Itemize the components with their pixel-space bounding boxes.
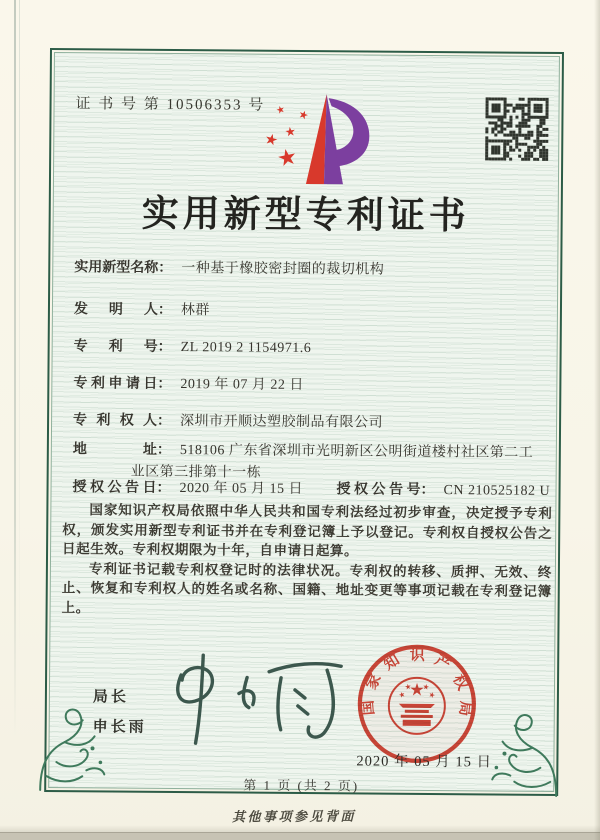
field-address: 地址： 518106 广东省深圳市光明新区公明街道楼村社区第二工	[73, 438, 534, 462]
body-paragraph-2: 专利证书记载专利权登记时的法律状况。专利权的转移、质押、无效、终止、恢复和专利权人的姓名或名称、国籍、地址变更等事项记载在专利登记簿上。	[61, 560, 552, 615]
legal-text	[62, 500, 553, 621]
official-seal	[354, 641, 479, 766]
scan-shadow	[594, 0, 600, 840]
field-patent-number: 专利号： ZL 2019 2 1154971.6	[74, 335, 312, 357]
field-label: 专利号	[73, 339, 158, 355]
field-label: 实用新型名称	[74, 260, 159, 276]
commissioner-name: 申长雨	[92, 719, 147, 736]
field-label: 授权公告号	[336, 482, 421, 498]
seal-date: 2020 年 05 月 15 日	[356, 753, 493, 771]
svg-text:产: 产	[431, 652, 453, 674]
field-patentee: 专利权人： 深圳市开顺达塑胶制品有限公司	[73, 409, 383, 431]
field-value: 2019 年 07 月 22 日	[180, 377, 304, 393]
field-label: 地址	[72, 442, 157, 458]
scan-edge	[0, 832, 600, 840]
field-label: 专利申请日	[73, 376, 158, 392]
field-value: CN 210525182 U	[443, 483, 551, 499]
svg-text:识: 识	[409, 647, 425, 664]
corner-flourish-icon	[34, 702, 127, 795]
certificate-frame	[44, 48, 564, 796]
field-inventor: 发明人： 林群	[74, 298, 210, 319]
field-label: 发明人	[73, 302, 159, 318]
svg-text:权: 权	[449, 672, 471, 693]
svg-text:局: 局	[455, 700, 474, 717]
svg-text:国: 国	[360, 699, 378, 716]
field-value: 2020 年 05 月 15 日	[179, 481, 304, 497]
field-label: 授权公告日	[72, 480, 157, 496]
field-value: 518106 广东省深圳市光明新区公明街道楼村社区第二工	[179, 443, 534, 461]
field-utility-model-name: 实用新型名称： 一种基于橡胶密封圈的裁切机构	[74, 256, 384, 278]
corner-flourish-icon	[470, 707, 563, 800]
field-grant-number: 授权公告号： CN 210525182 U	[336, 478, 550, 500]
svg-text:知: 知	[381, 652, 403, 674]
page-title: 实用新型专利证书	[141, 193, 470, 238]
qr-code	[485, 97, 548, 160]
field-grant-date: 授权公告日： 2020 年 05 月 15 日	[72, 476, 303, 498]
field-value: ZL 2019 2 1154971.6	[180, 340, 312, 357]
commissioner-signature	[164, 647, 355, 752]
svg-text:家: 家	[363, 671, 385, 693]
back-note: 其他事项参见背面	[231, 808, 357, 825]
body-paragraph-1: 国家知识产权局依照中华人民共和国专利法经过初步审查，决定授予专利权，颁发实用新型专利证书并在专利登记簿上予以登记。专利权自授权公告之日起生效。专利权期限为十年，自申请日起算。	[62, 502, 553, 559]
field-value: 深圳市开顺达塑胶制品有限公司	[180, 414, 384, 431]
field-value: 林群	[180, 303, 211, 319]
page-number: 第 1 页 (共 2 页)	[243, 777, 360, 794]
certificate-number: 证 书 号 第 10506353 号	[75, 96, 266, 114]
field-filing-date: 专利申请日： 2019 年 07 月 22 日	[73, 372, 304, 394]
field-label: 专利权人	[73, 413, 158, 429]
field-value: 一种基于橡胶密封圈的裁切机构	[181, 261, 385, 278]
field-address-line2: 业区第三排第十一栋	[130, 464, 262, 481]
commissioner-title: 局长	[92, 689, 129, 706]
